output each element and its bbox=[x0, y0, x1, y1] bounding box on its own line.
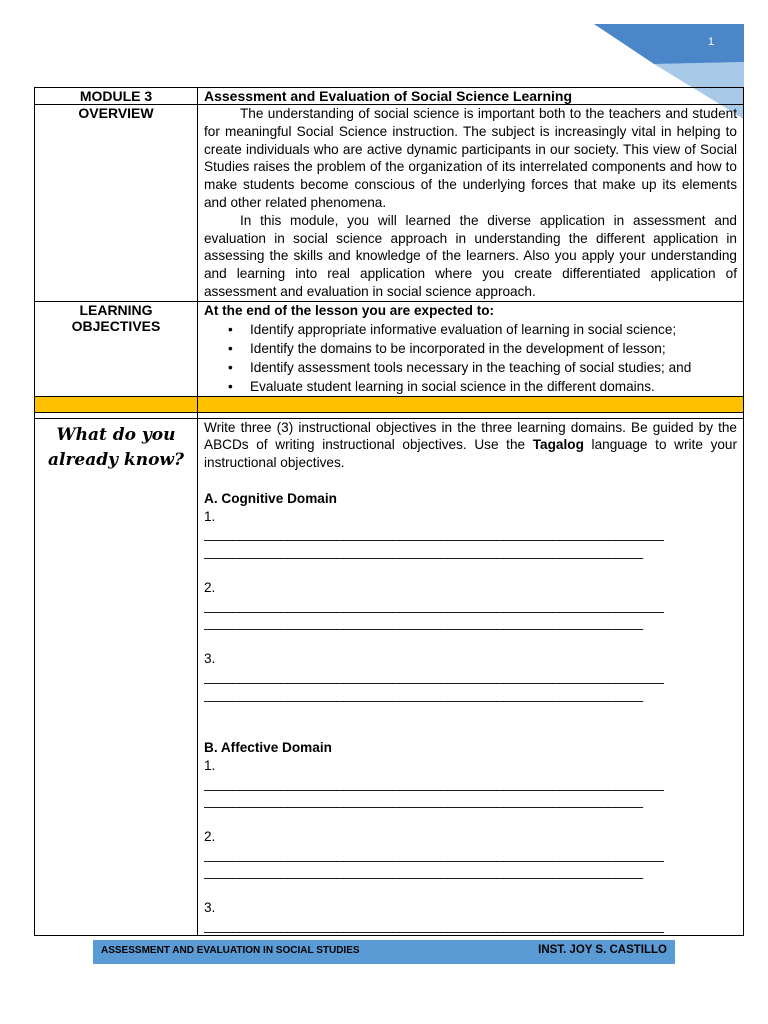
answer-line[interactable]: _______________________________________________________________ bbox=[204, 686, 643, 702]
objectives-intro: At the end of the lesson you are expected to: bbox=[204, 302, 495, 318]
objectives-list bbox=[204, 320, 737, 396]
divider-band-right bbox=[198, 396, 744, 412]
cognitive-item-number: 1. bbox=[204, 508, 216, 524]
answer-line[interactable]: __________________________________________________________________ bbox=[204, 526, 664, 542]
learning-objectives-label bbox=[35, 301, 198, 396]
cognitive-item-number: 3. bbox=[204, 650, 216, 666]
cognitive-item-number: 2. bbox=[204, 579, 216, 595]
answer-line[interactable]: _______________________________________________________________ bbox=[204, 544, 643, 560]
module-label: MODULE 3 bbox=[35, 88, 198, 105]
objective-item: • Identify appropriate informative evaluation of learning in social science; bbox=[250, 320, 737, 339]
overview-paragraph-2: In this module, you will learned the diverse application in assessment and evaluation in social science approach in understanding the different application in assessing the skills and knowledge of the learners. Also you apply your understanding and learning into real application where you create differentiated application of assessment and evaluation in social science approach. bbox=[204, 212, 737, 299]
learning-objectives-content bbox=[198, 301, 744, 396]
learning-objectives-row bbox=[35, 301, 744, 396]
affective-item-number: 3. bbox=[204, 900, 216, 916]
activity-instruction bbox=[204, 419, 737, 472]
learning-objectives-label-line-1: LEARNING bbox=[79, 301, 153, 318]
page-number: 1 bbox=[708, 36, 715, 48]
what-do-you-know-line-2: already know? bbox=[47, 449, 185, 470]
what-do-you-know-label bbox=[35, 418, 198, 935]
answer-line[interactable]: _______________________________________________________________ bbox=[204, 864, 643, 880]
what-do-you-know-title bbox=[41, 423, 191, 473]
answer-line[interactable]: __________________________________________________________________ bbox=[204, 917, 664, 933]
module-title-row bbox=[35, 88, 744, 105]
answer-line[interactable]: __________________________________________________________________ bbox=[204, 597, 664, 613]
overview-content bbox=[198, 105, 744, 302]
what-do-you-know-row bbox=[35, 418, 744, 935]
objective-item: • Evaluate student learning in social science in the different domains. bbox=[250, 377, 737, 396]
instruction-text-end: language to write your instructional objectives. bbox=[204, 437, 738, 471]
divider-band bbox=[35, 396, 744, 412]
objective-item: • Identify the domains to be incorporated in the development of lesson; bbox=[250, 339, 737, 358]
answer-line[interactable]: __________________________________________________________________ bbox=[204, 775, 664, 791]
affective-domain-heading: B. Affective Domain bbox=[204, 739, 332, 755]
answer-line[interactable]: _______________________________________________________________ bbox=[204, 615, 643, 631]
footer-course-title: ASSESSMENT AND EVALUATION IN SOCIAL STUDIES bbox=[101, 945, 360, 956]
cognitive-domain-heading: A. Cognitive Domain bbox=[204, 490, 337, 506]
overview-paragraph-1: The understanding of social science is important both to the teachers and student for meaningful Social Science instruction. The subject is increasingly vital in helping to create individuals who are active dynamic participants in our society. This view of Social Studies raises the problem of the organization of its interrelated components and how to make students become conscious of the underlying forces that make up its elements and other related phenomena. bbox=[204, 106, 737, 210]
instruction-language: Tagalog bbox=[532, 437, 584, 453]
footer-bar bbox=[93, 940, 675, 964]
what-do-you-know-line-1: What do you bbox=[56, 424, 176, 445]
divider-band-left bbox=[35, 396, 198, 412]
affective-item-number: 1. bbox=[204, 757, 216, 773]
learning-objectives-label-line-2: OBJECTIVES bbox=[71, 317, 161, 334]
affective-item-number: 2. bbox=[204, 828, 216, 844]
what-do-you-know-content bbox=[198, 418, 744, 935]
instruction-text: Write three (3) instructional objectives in the three learning domains. Be guided by the ABCDs of writing instructional objectives. Use the bbox=[204, 419, 737, 453]
overview-row bbox=[35, 105, 744, 302]
answer-line[interactable]: _______________________________________________________________ bbox=[204, 793, 643, 809]
module-table bbox=[34, 87, 744, 936]
module-title: Assessment and Evaluation of Social Science Learning bbox=[198, 88, 744, 105]
answer-line[interactable]: __________________________________________________________________ bbox=[204, 846, 664, 862]
answer-line[interactable]: __________________________________________________________________ bbox=[204, 668, 664, 684]
objective-item: • Identify assessment tools necessary in the teaching of social studies; and bbox=[250, 358, 737, 377]
overview-label: OVERVIEW bbox=[35, 105, 198, 302]
footer-instructor: INST. JOY S. CASTILLO bbox=[538, 944, 667, 956]
